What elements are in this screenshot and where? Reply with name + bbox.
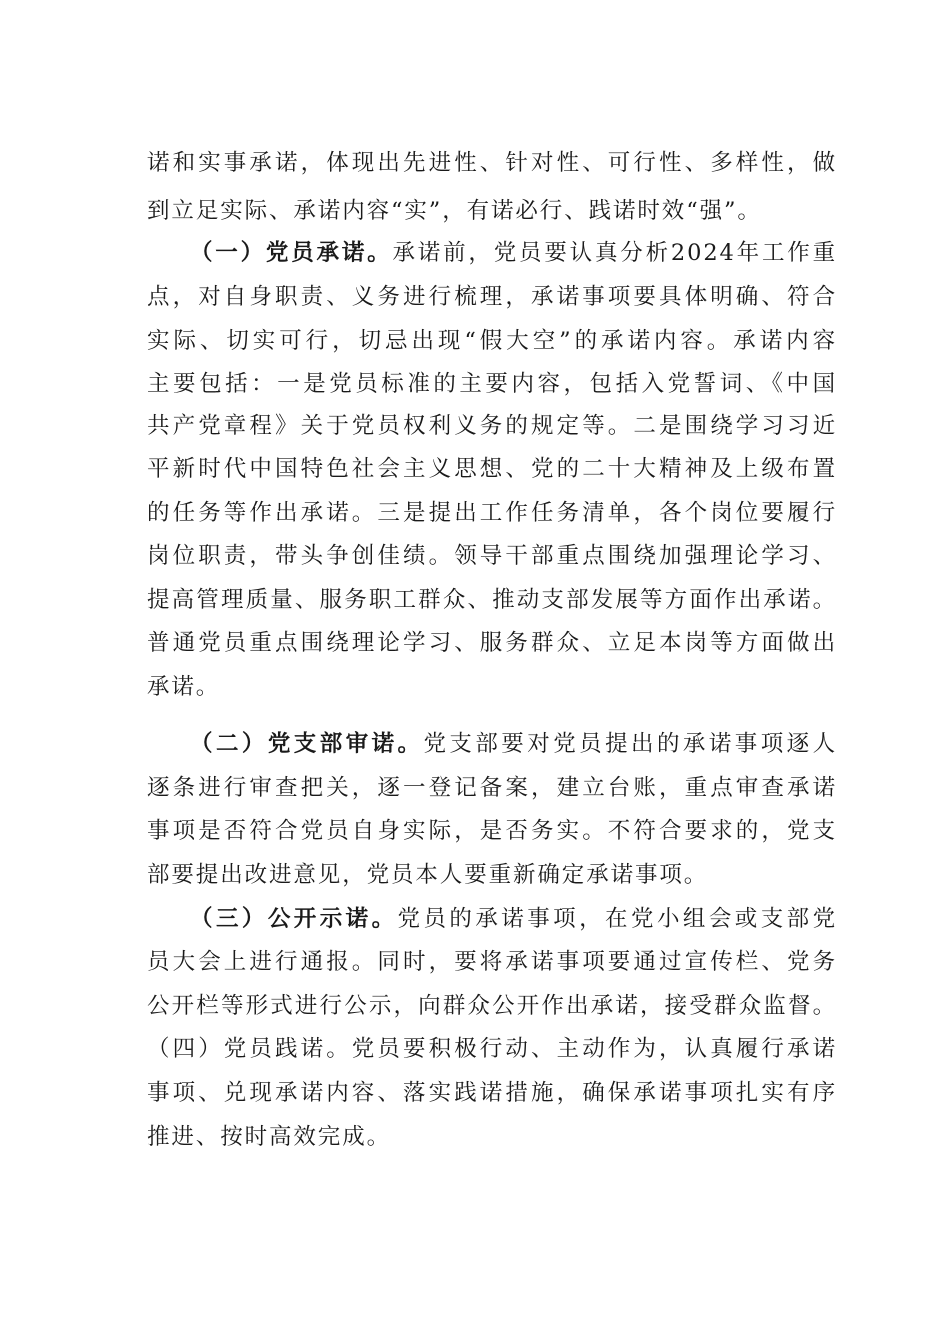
paragraph-line: 实际、切实可行，切忌出现“假大空”的承诺内容。承诺内容	[147, 328, 837, 354]
paragraph-line: 部要提出改进意见，党员本人要重新确定承诺事项。	[147, 862, 709, 888]
paragraph-line: 共产党章程》关于党员权利义务的规定等。二是围绕学习习近	[147, 413, 837, 439]
section-1-text: 承诺前，党员要认真分析2024年工作重	[392, 240, 837, 266]
paragraph-line: 提高管理质量、服务职工群众、推动支部发展等方面作出承诺。	[147, 587, 837, 613]
section-3-line	[190, 904, 837, 934]
section-3-text: 党员的承诺事项，在党小组会或支部党	[397, 906, 837, 932]
paragraph-line: 逐条进行审查把关，逐一登记备案，建立台账，重点审查承诺	[147, 775, 837, 801]
paragraph-line: 平新时代中国特色社会主义思想、党的二十大精神及上级布置	[147, 456, 837, 482]
paragraph-line: 诺和实事承诺，体现出先进性、针对性、可行性、多样性，做	[147, 150, 837, 176]
section-2-heading: （二）党支部审诺。	[190, 731, 424, 757]
section-2-text: 党支部要对党员提出的承诺事项逐人	[423, 731, 838, 757]
section-3-heading: （三）公开示诺。	[190, 906, 398, 932]
paragraph-line: 承诺。	[147, 674, 221, 700]
paragraph-line: 岗位职责，带头争创佳绩。领导干部重点围绕加强理论学习、	[147, 543, 837, 569]
paragraph-line: 到立足实际、承诺内容“实”，有诺必行、践诺时效“强”。	[147, 198, 762, 224]
paragraph-line: 事项是否符合党员自身实际，是否务实。不符合要求的，党支	[147, 818, 837, 844]
paragraph-line: 的任务等作出承诺。三是提出工作任务清单，各个岗位要履行	[147, 500, 837, 526]
paragraph-line: 普通党员重点围绕理论学习、服务群众、立足本岗等方面做出	[147, 630, 837, 656]
paragraph-line: 主要包括：一是党员标准的主要内容，包括入党誓词、《中国	[147, 371, 837, 397]
paragraph-line: 事项、兑现承诺内容、落实践诺措施，确保承诺事项扎实有序	[147, 1080, 837, 1106]
paragraph-line: 公开栏等形式进行公示，向群众公开作出承诺，接受群众监督。	[147, 993, 837, 1019]
section-4-line: （四）党员践诺。党员要积极行动、主动作为，认真履行承诺	[147, 1036, 837, 1062]
paragraph-line: 员大会上进行通报。同时，要将承诺事项要通过宣传栏、党务	[147, 949, 837, 975]
paragraph-line: 点，对自身职责、义务进行梳理，承诺事项要具体明确、符合	[147, 284, 837, 310]
section-1-line	[190, 238, 837, 268]
section-1-heading: （一）党员承诺。	[190, 240, 393, 266]
section-2-line	[190, 729, 837, 759]
paragraph-line: 推进、按时高效完成。	[147, 1124, 392, 1150]
